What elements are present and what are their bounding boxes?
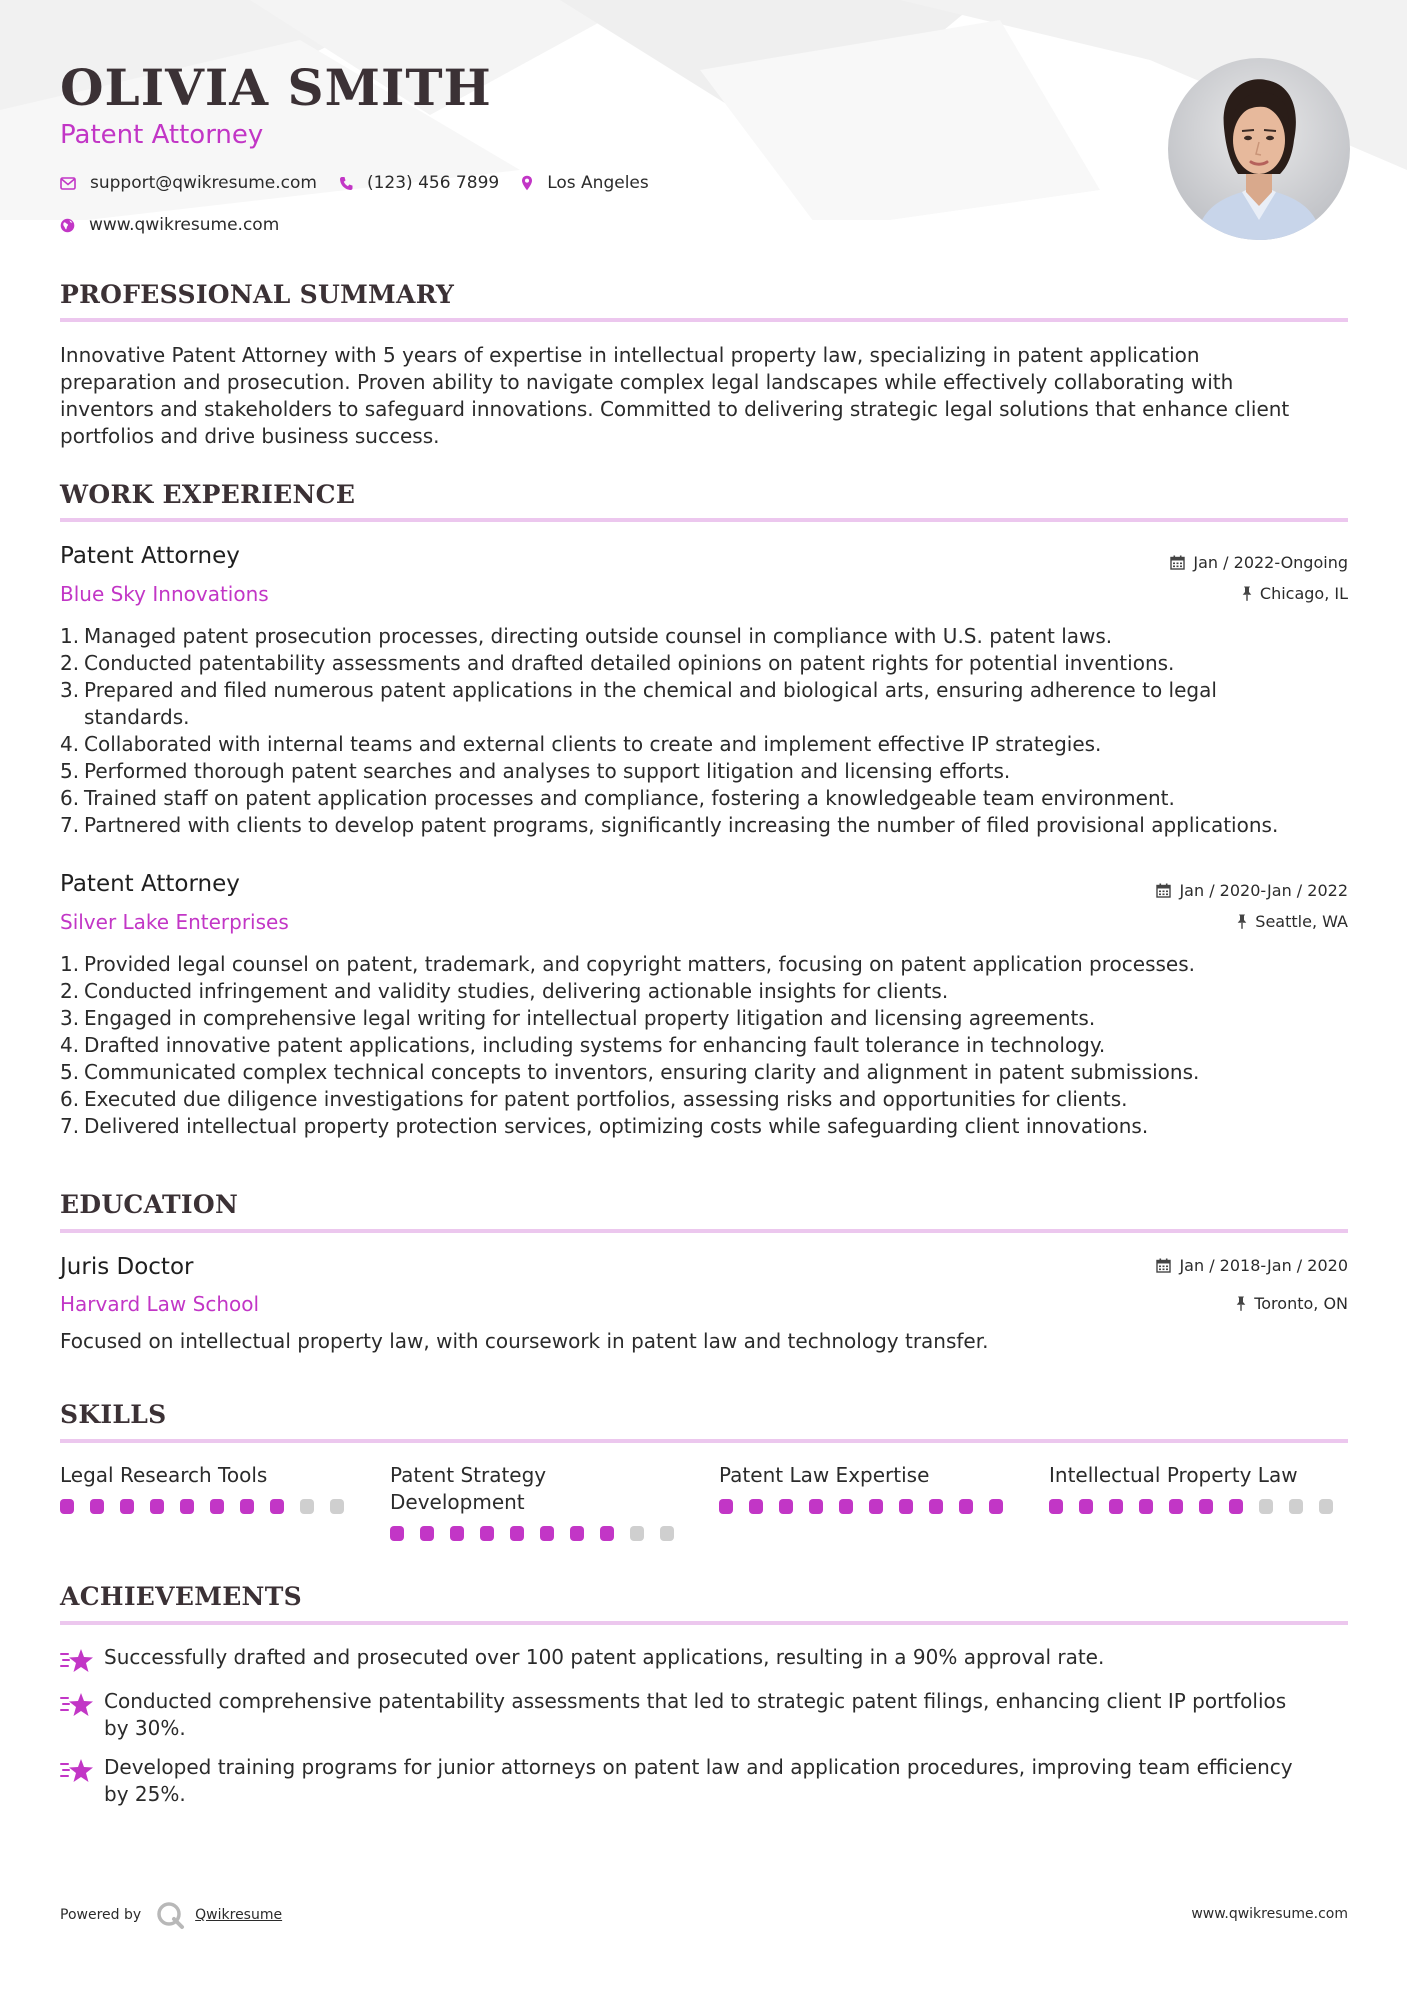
powered-by-label: Powered by [60, 1907, 142, 1923]
list-text: Communicated complex technical concepts to inventors, ensuring clarity and alignment in patent submissions. [84, 1060, 1200, 1084]
education-description: Focused on intellectual property law, with coursework in patent law and technology transfer. [60, 1329, 989, 1353]
education-dates-text: Jan / 2018-Jan / 2020 [1179, 1256, 1348, 1275]
education-divider [60, 1229, 1348, 1233]
list-text: Executed due diligence investigations for patent portfolios, assessing risks and opportunities for clients. [84, 1087, 1128, 1111]
skill-name-line: Patent Law Expertise [719, 1463, 930, 1487]
contact-website[interactable] [60, 215, 279, 235]
list-item [60, 731, 1348, 758]
skills-heading: SKILLS [60, 1400, 167, 1429]
rating-dot-empty [1259, 1499, 1273, 1514]
skill-name [1049, 1462, 1349, 1489]
portrait-image [1168, 58, 1350, 240]
rating-dot-filled [210, 1499, 224, 1514]
list-text: Engaged in comprehensive legal writing for intellectual property litigation and licensing agreements. [84, 1006, 1096, 1030]
education-heading: EDUCATION [60, 1190, 239, 1219]
star-icon [60, 1644, 104, 1678]
email-text: support@qwikresume.com [90, 173, 317, 193]
list-item [60, 1032, 1348, 1059]
rating-dot-filled [929, 1499, 943, 1514]
list-item [60, 677, 1348, 731]
list-item [60, 1113, 1348, 1140]
rating-dot-filled [120, 1499, 134, 1514]
qwikresume-logo-icon [155, 1900, 185, 1930]
job-1-responsibilities [60, 623, 1348, 839]
list-number: 3. [60, 1006, 80, 1030]
summary-divider [60, 318, 1348, 322]
achievement-line: by 25%. [104, 1782, 186, 1806]
list-number: 4. [60, 1033, 80, 1057]
rating-dot-filled [1049, 1499, 1063, 1514]
skill-name [719, 1462, 1019, 1489]
list-item [60, 978, 1348, 1005]
rating-dot-filled [1199, 1499, 1213, 1514]
job-2-title: Patent Attorney [60, 871, 240, 897]
skill-name-line: Legal Research Tools [60, 1463, 268, 1487]
globe-icon [60, 218, 75, 233]
profile-photo [1168, 58, 1350, 240]
education-school: Harvard Law School [60, 1292, 260, 1316]
rating-dot-filled [1079, 1499, 1093, 1514]
list-number: 2. [60, 979, 80, 1003]
skill-rating [60, 1499, 360, 1514]
rating-dot-filled [1139, 1499, 1153, 1514]
star-icon [60, 1754, 104, 1808]
list-item [60, 812, 1348, 839]
rating-dot-filled [450, 1526, 464, 1541]
rating-dot-filled [1169, 1499, 1183, 1514]
achievement-line: by 30%. [104, 1716, 186, 1740]
location-text: Los Angeles [547, 173, 649, 193]
rating-dot-filled [719, 1499, 733, 1514]
list-item [60, 1059, 1348, 1086]
list-text: Partnered with clients to develop patent programs, significantly increasing the number of filed provisional applications. [84, 813, 1279, 837]
list-item [60, 623, 1348, 650]
summary-line: preparation and prosecution. Proven ability to navigate complex legal landscapes while effectively collaborating with [60, 370, 1234, 394]
rating-dot-filled [839, 1499, 853, 1514]
website-text: www.qwikresume.com [89, 215, 280, 235]
pushpin-icon [1237, 914, 1247, 929]
contact-location [521, 173, 649, 193]
rating-dot-filled [510, 1526, 524, 1541]
education-dates [1156, 1256, 1348, 1275]
skill-rating [390, 1526, 690, 1541]
skill-name-line: Development [390, 1490, 525, 1514]
rating-dot-empty [1289, 1499, 1303, 1514]
achievement-item [60, 1688, 1348, 1742]
skills-divider [60, 1439, 1348, 1443]
list-item [60, 1005, 1348, 1032]
footer-powered-by [60, 1900, 282, 1930]
education-degree: Juris Doctor [60, 1254, 194, 1280]
achievement-text [104, 1754, 1293, 1808]
education-location [1236, 1294, 1348, 1313]
list-text: Conducted infringement and validity studies, delivering actionable insights for clients. [84, 979, 949, 1003]
skill-rating [1049, 1499, 1349, 1514]
rating-dot-filled [1109, 1499, 1123, 1514]
job-2-dates [1156, 881, 1348, 900]
list-number: 1. [60, 952, 80, 976]
rating-dot-filled [180, 1499, 194, 1514]
qwikresume-link[interactable]: Qwikresume [195, 1907, 283, 1923]
calendar-icon [1170, 555, 1185, 570]
job-1-title: Patent Attorney [60, 543, 240, 569]
list-item [60, 951, 1348, 978]
list-item [60, 785, 1348, 812]
education-location-text: Toronto, ON [1254, 1294, 1348, 1313]
achievement-text [104, 1688, 1286, 1742]
list-text: Delivered intellectual property protection services, optimizing costs while safeguarding client innovations. [84, 1114, 1149, 1138]
skill-name-line: Patent Strategy [390, 1463, 547, 1487]
rating-dot-filled [150, 1499, 164, 1514]
list-number: 4. [60, 732, 80, 756]
list-number: 6. [60, 1087, 80, 1111]
phone-icon [339, 176, 353, 191]
rating-dot-empty [300, 1499, 314, 1514]
rating-dot-filled [899, 1499, 913, 1514]
list-text: Drafted innovative patent applications, including systems for enhancing fault tolerance in technology. [84, 1033, 1106, 1057]
rating-dot-filled [270, 1499, 284, 1514]
star-icon [60, 1688, 104, 1742]
rating-dot-filled [480, 1526, 494, 1541]
summary-text [60, 342, 1348, 450]
summary-heading: PROFESSIONAL SUMMARY [60, 280, 455, 309]
pushpin-icon [1242, 586, 1252, 601]
job-2-dates-text: Jan / 2020-Jan / 2022 [1179, 881, 1348, 900]
envelope-icon [60, 177, 76, 190]
list-number: 2. [60, 651, 80, 675]
skill-item [719, 1462, 1019, 1514]
candidate-name: OLIVIA SMITH [60, 58, 492, 117]
calendar-icon [1156, 1258, 1171, 1273]
list-number: 3. [60, 678, 80, 702]
rating-dot-filled [600, 1526, 614, 1541]
list-text-line: standards. [84, 705, 190, 729]
contact-email[interactable] [60, 173, 317, 193]
rating-dot-filled [1229, 1499, 1243, 1514]
achievement-item [60, 1754, 1348, 1808]
list-text: Provided legal counsel on patent, trademark, and copyright matters, focusing on patent application processes. [84, 952, 1195, 976]
job-2-location-text: Seattle, WA [1255, 912, 1348, 931]
list-number: 7. [60, 813, 80, 837]
rating-dot-empty [630, 1526, 644, 1541]
rating-dot-filled [959, 1499, 973, 1514]
job-2-company: Silver Lake Enterprises [60, 910, 289, 934]
achievements-heading: ACHIEVEMENTS [60, 1582, 302, 1611]
list-number: 5. [60, 1060, 80, 1084]
job-2-location [1237, 912, 1348, 931]
rating-dot-filled [989, 1499, 1003, 1514]
candidate-role: Patent Attorney [60, 120, 264, 150]
list-text: Performed thorough patent searches and analyses to support litigation and licensing efforts. [84, 759, 1011, 783]
rating-dot-filled [570, 1526, 584, 1541]
contact-phone[interactable] [339, 173, 499, 193]
experience-heading: WORK EXPERIENCE [60, 480, 356, 509]
rating-dot-filled [90, 1499, 104, 1514]
skill-item [390, 1462, 690, 1541]
summary-line: Innovative Patent Attorney with 5 years of expertise in intellectual property law, specializing in patent application [60, 343, 1200, 367]
achievement-line: Conducted comprehensive patentability assessments that led to strategic patent filings, enhancing client IP portfolios [104, 1689, 1287, 1713]
list-number: 7. [60, 1114, 80, 1138]
skill-item [1049, 1462, 1349, 1514]
rating-dot-empty [1319, 1499, 1333, 1514]
skill-name-line: Intellectual Property Law [1049, 1463, 1298, 1487]
list-text: Managed patent prosecution processes, directing outside counsel in compliance with U.S. patent laws. [84, 624, 1113, 648]
map-pin-icon [521, 175, 533, 191]
job-1-dates-text: Jan / 2022-Ongoing [1193, 553, 1348, 572]
list-item [60, 758, 1348, 785]
rating-dot-filled [749, 1499, 763, 1514]
list-number: 5. [60, 759, 80, 783]
footer-website[interactable]: www.qwikresume.com [1191, 1906, 1348, 1922]
rating-dot-empty [660, 1526, 674, 1541]
pushpin-icon [1236, 1296, 1246, 1311]
achievement-text [104, 1644, 1104, 1678]
rating-dot-empty [330, 1499, 344, 1514]
summary-line: portfolios and drive business success. [60, 424, 440, 448]
rating-dot-filled [779, 1499, 793, 1514]
experience-divider [60, 518, 1348, 522]
job-1-company: Blue Sky Innovations [60, 582, 269, 606]
list-text: Conducted patentability assessments and drafted detailed opinions on patent rights for potential inventions. [84, 651, 1175, 675]
skill-item [60, 1462, 360, 1514]
job-1-dates [1170, 553, 1348, 572]
contact-row-1 [60, 173, 671, 193]
achievement-item [60, 1644, 1348, 1678]
achievement-line: Successfully drafted and prosecuted over 100 patent applications, resulting in a 90% approval rate. [104, 1645, 1105, 1669]
rating-dot-filled [869, 1499, 883, 1514]
rating-dot-filled [240, 1499, 254, 1514]
list-text: Trained staff on patent application processes and compliance, fostering a knowledgeable team environment. [84, 786, 1175, 810]
rating-dot-filled [60, 1499, 74, 1514]
achievement-line: Developed training programs for junior attorneys on patent law and application procedures, improving team efficiency [104, 1755, 1293, 1779]
rating-dot-filled [390, 1526, 404, 1541]
rating-dot-filled [420, 1526, 434, 1541]
list-item [60, 1086, 1348, 1113]
skill-name [390, 1462, 690, 1516]
rating-dot-filled [809, 1499, 823, 1514]
list-text-line: Prepared and filed numerous patent applications in the chemical and biological arts, ensuring adherence to legal [84, 678, 1217, 702]
summary-line: inventors and stakeholders to safeguard innovations. Committed to delivering strategic legal solutions that enhance client [60, 397, 1290, 421]
job-1-location [1242, 584, 1348, 603]
calendar-icon [1156, 883, 1171, 898]
job-2-responsibilities [60, 951, 1348, 1140]
job-1-location-text: Chicago, IL [1259, 584, 1348, 603]
achievements-divider [60, 1621, 1348, 1625]
phone-text: (123) 456 7899 [366, 173, 500, 193]
list-item [60, 650, 1348, 677]
list-text [84, 677, 1217, 731]
list-number: 1. [60, 624, 80, 648]
list-number: 6. [60, 786, 80, 810]
skill-name [60, 1462, 360, 1489]
contact-row-2 [60, 215, 301, 235]
rating-dot-filled [540, 1526, 554, 1541]
list-text: Collaborated with internal teams and external clients to create and implement effective IP strategies. [84, 732, 1102, 756]
skill-rating [719, 1499, 1019, 1514]
